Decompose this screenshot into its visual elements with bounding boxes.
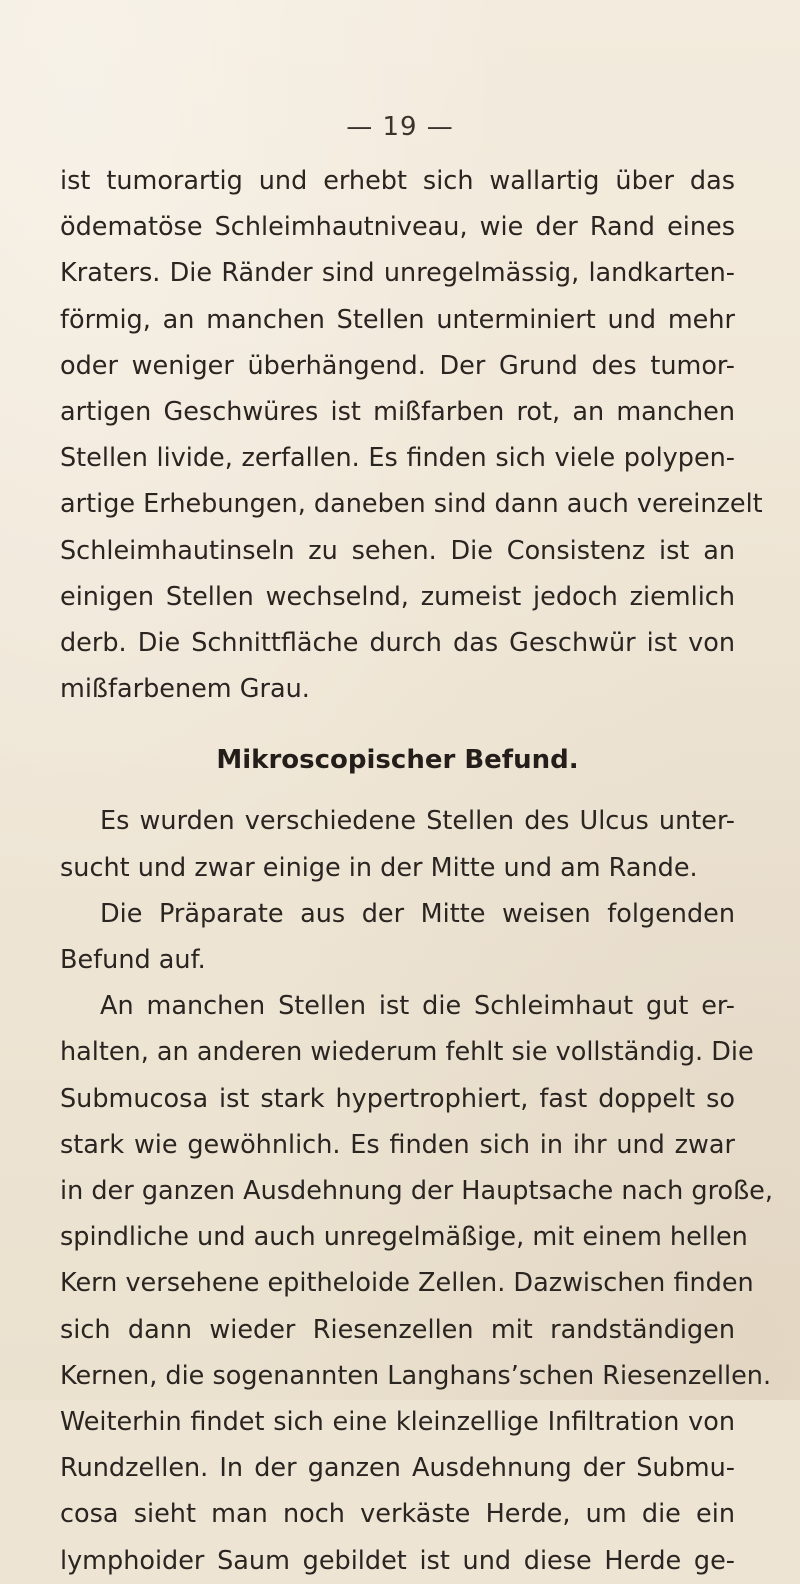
page-number: — 19 — — [346, 112, 454, 142]
text-line: Weiterhin findet sich eine kleinzellige Infiltration von — [60, 1407, 735, 1438]
text-line: sucht und zwar einige in der Mitte und am Rande. — [60, 852, 698, 883]
text-line: ist tumorartig und erhebt sich wallartig über das — [60, 166, 735, 196]
text-line: sich dann wieder Riesenzellen mit randständigen — [60, 1314, 735, 1345]
text-line: Rundzellen. In der ganzen Ausdehnung der Submu- — [60, 1453, 735, 1484]
text-line: Kraters. Die Ränder sind unregelmässig, landkarten- — [60, 258, 735, 289]
text-line: Es wurden verschiedene Stellen des Ulcus unter- — [100, 806, 735, 837]
text-line: mißfarbenem Grau. — [60, 674, 310, 705]
paragraph-4 — [60, 983, 773, 1584]
text-line: stark wie gewöhnlich. Es finden sich in ihr und zwar — [60, 1129, 735, 1160]
paragraph-2 — [60, 798, 735, 890]
text-line: Schleimhautinseln zu sehen. Die Consistenz ist an — [60, 535, 735, 566]
text-line: lymphoider Saum gebildet ist und diese Herde ge- — [60, 1545, 735, 1576]
text-line: in der ganzen Ausdehnung der Hauptsache nach große, — [60, 1176, 773, 1207]
paragraph-3 — [60, 891, 735, 983]
text-line: förmig, an manchen Stellen unterminiert und mehr — [60, 304, 735, 335]
text-line: einigen Stellen wechselnd, zumeist jedoch ziemlich — [60, 581, 735, 612]
text-line: Befund auf. — [60, 945, 206, 976]
text-line: oder weniger überhängend. Der Grund des tumor- — [60, 350, 735, 381]
text-line: artige Erhebungen, daneben sind dann auch vereinzelt — [60, 489, 763, 520]
paragraph-1 — [60, 158, 763, 712]
text-line: cosa sieht man noch verkäste Herde, um die ein — [60, 1499, 735, 1530]
text-line: derb. Die Schnittfläche durch das Geschwür ist von — [60, 628, 735, 659]
text-line: artigen Geschwüres ist mißfarben rot, an manchen — [60, 397, 735, 428]
text-line: Kernen, die sogenannten Langhans’schen Riesenzellen. — [60, 1360, 772, 1391]
text-line: Kern versehene epitheloide Zellen. Dazwischen finden — [60, 1268, 754, 1299]
body-text — [60, 158, 773, 1584]
section-heading: Mikroscopischer Befund. — [216, 745, 579, 776]
text-line: Die Präparate aus der Mitte weisen folgenden — [100, 898, 735, 929]
text-line: spindliche und auch unregelmäßige, mit einem hellen — [60, 1222, 748, 1253]
text-line: Stellen livide, zerfallen. Es finden sich viele polypen- — [60, 443, 735, 474]
text-line: An manchen Stellen ist die Schleimhaut gut er- — [100, 991, 735, 1022]
text-line: Submucosa ist stark hypertrophiert, fast doppelt so — [60, 1083, 735, 1114]
text-line: halten, an anderen wiederum fehlt sie vollständig. Die — [60, 1037, 754, 1068]
text-line: ödematöse Schleimhautniveau, wie der Rand eines — [60, 212, 735, 243]
